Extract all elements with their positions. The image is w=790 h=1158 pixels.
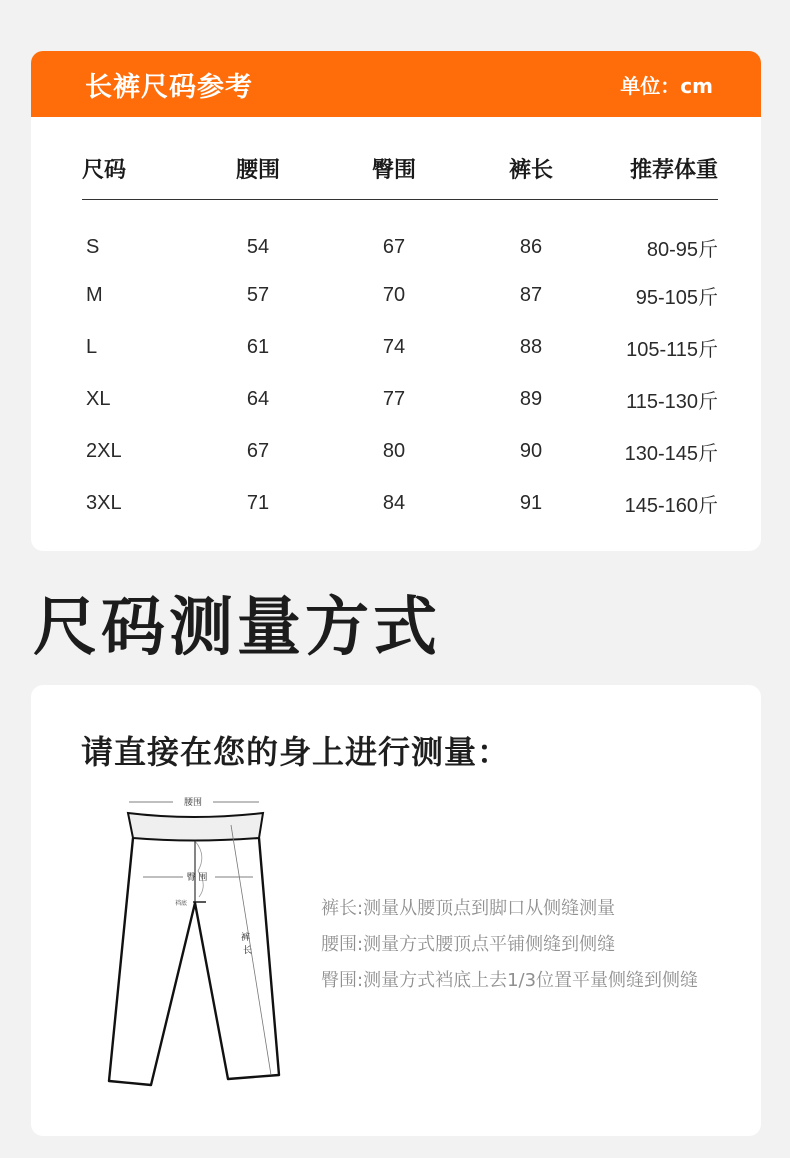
table-row xyxy=(82,269,718,321)
header-length: 裤长 xyxy=(464,147,598,199)
measure-card xyxy=(31,685,761,1136)
cell-weight: 115-130斤 xyxy=(626,390,718,413)
cell-hip: 84 xyxy=(382,491,406,514)
waist-label: 腰围 xyxy=(183,798,203,808)
cell-length: 89 xyxy=(519,387,543,410)
size-chart-card xyxy=(31,51,761,551)
cell-hip: 77 xyxy=(382,387,406,410)
table-row xyxy=(82,425,718,477)
note-hip: 臀围:测量方式裆底上去1/3位置平量侧缝到侧缝 xyxy=(321,970,699,991)
header-weight: 推荐体重 xyxy=(598,147,718,199)
length-label-2: 长 xyxy=(243,946,253,956)
cell-weight: 95-105斤 xyxy=(635,286,718,309)
cell-waist: 64 xyxy=(246,387,270,410)
pants-diagram-icon xyxy=(103,793,303,1093)
cell-length: 91 xyxy=(519,491,543,514)
cell-size: S xyxy=(86,235,100,258)
cell-hip: 74 xyxy=(382,335,406,358)
cell-weight: 80-95斤 xyxy=(646,238,718,261)
cell-size: 3XL xyxy=(86,491,122,514)
cell-size: L xyxy=(86,335,98,358)
table-row xyxy=(82,477,718,529)
cell-length: 88 xyxy=(519,335,543,358)
cell-waist: 61 xyxy=(246,335,270,358)
length-label-1: 裤 xyxy=(241,933,251,943)
size-table-header-row xyxy=(82,147,718,199)
cell-hip: 70 xyxy=(382,283,406,306)
size-table xyxy=(82,147,718,529)
cell-length: 90 xyxy=(519,439,543,462)
table-row xyxy=(82,373,718,425)
cell-weight: 145-160斤 xyxy=(624,494,718,517)
size-chart-header xyxy=(31,51,761,117)
cell-waist: 54 xyxy=(246,235,270,258)
size-chart-unit: 单位：cm xyxy=(620,73,713,98)
hip-label: 臀 围 xyxy=(186,873,208,883)
cell-hip: 80 xyxy=(382,439,406,462)
cell-waist: 57 xyxy=(246,283,270,306)
cell-length: 87 xyxy=(519,283,543,306)
note-length: 裤长:测量从腰顶点到脚口从侧缝测量 xyxy=(321,898,616,919)
cell-hip: 67 xyxy=(382,235,406,258)
header-waist: 腰围 xyxy=(192,147,324,199)
cell-size: XL xyxy=(86,387,111,410)
cell-size: 2XL xyxy=(86,439,122,462)
cell-waist: 71 xyxy=(246,491,270,514)
table-row xyxy=(82,199,718,269)
table-row xyxy=(82,321,718,373)
header-size: 尺码 xyxy=(82,147,192,199)
cell-length: 86 xyxy=(519,235,543,258)
cell-weight: 130-145斤 xyxy=(624,442,718,465)
note-waist: 腰围:测量方式腰顶点平铺侧缝到侧缝 xyxy=(321,934,616,955)
measure-heading: 尺码测量方式 xyxy=(33,591,441,665)
size-chart-title: 长裤尺码参考 xyxy=(85,71,253,103)
cell-weight: 105-115斤 xyxy=(626,338,718,361)
cell-size: M xyxy=(86,283,103,306)
measure-subtitle: 请直接在您的身上进行测量： xyxy=(81,733,511,771)
header-hip: 臀围 xyxy=(324,147,464,199)
crotch-label: 裆底 xyxy=(174,900,187,907)
cell-waist: 67 xyxy=(246,439,270,462)
